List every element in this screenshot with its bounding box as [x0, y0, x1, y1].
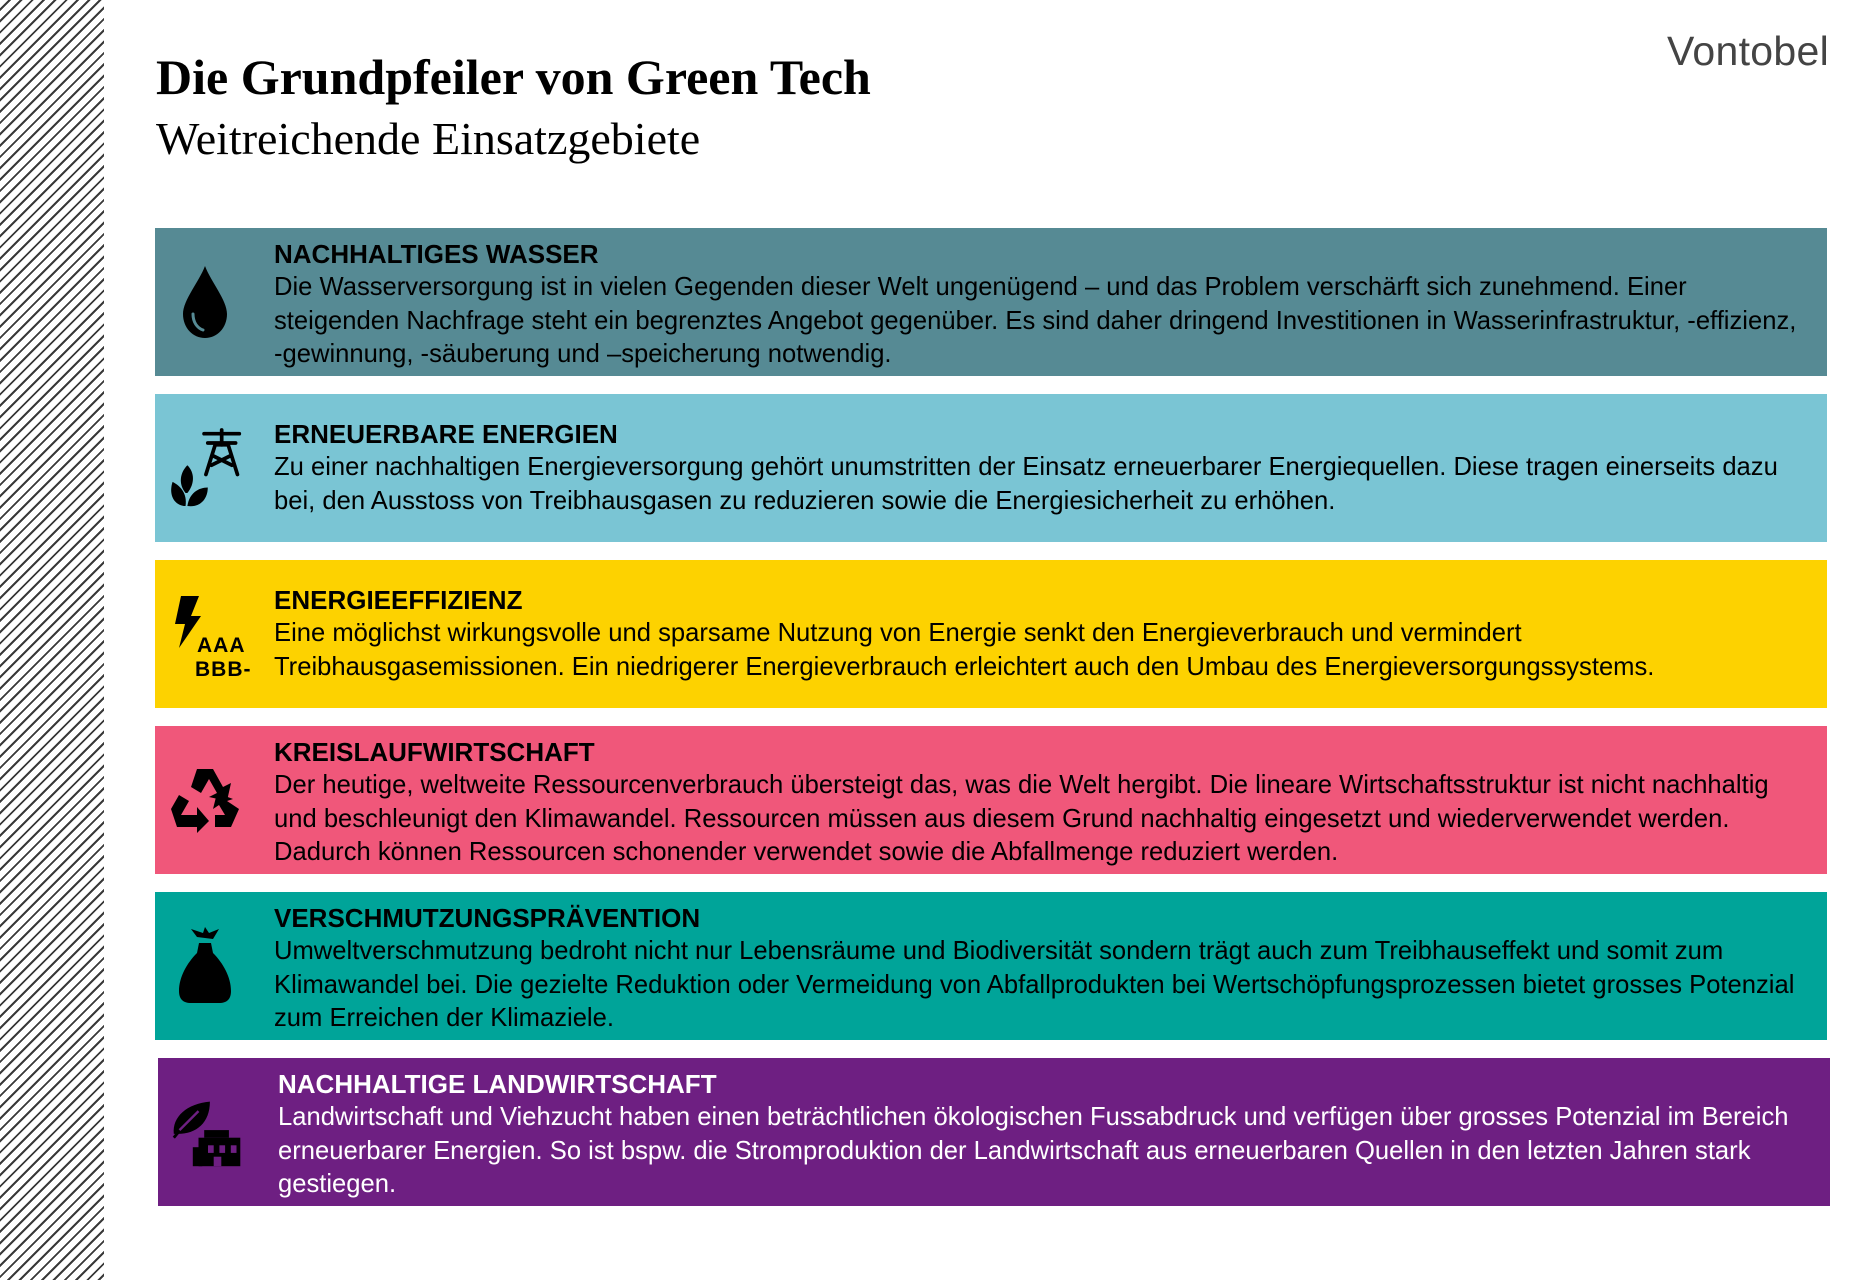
- section-nachhaltiges-wasser: [155, 228, 1827, 376]
- section-heading: NACHHALTIGE LANDWIRTSCHAFT: [278, 1069, 717, 1099]
- garbage-bag-icon: [167, 912, 243, 1020]
- section-verschmutzungspraevention: [155, 892, 1827, 1040]
- recycle-icon: [167, 746, 243, 854]
- water-drop-icon: [167, 248, 243, 356]
- leaf-farm-icon: [170, 1078, 246, 1186]
- section-heading: ERNEUERBARE ENERGIEN: [274, 419, 618, 449]
- section-energieeffizienz: [155, 560, 1827, 708]
- page-subtitle: Weitreichende Einsatzgebiete: [156, 113, 701, 164]
- section-body: Umweltverschmutzung bedroht nicht nur Lebensräume und Biodiversität sondern trägt auch zum Treibhauseffekt und somit zum Klimawandel bei. Die gezielte Reduktion oder Vermeidung von Abfallprodukten bei Wertschöpfungsprozessen bietet grosses Potenzial zum Erreichen der Klimaziele.: [274, 937, 1795, 1032]
- rating-aaa: AAA: [197, 634, 246, 657]
- energy-rating-icon: [167, 580, 252, 688]
- section-heading: VERSCHMUTZUNGSPRÄVENTION: [274, 903, 701, 933]
- page-title: Die Grundpfeiler von Green Tech: [156, 49, 871, 105]
- section-body: Die Wasserversorgung ist in vielen Gegenden dieser Welt ungenügend – und das Problem verschärft sich zunehmend. Einer steigenden Nachfrage steht ein begrenztes Angebot gegenüber. Es sind daher dringend Investitionen in Wasserinfrastruktur, -effizienz, -gewinnung, -säuberung und –speicherung notwendig.: [274, 273, 1797, 368]
- section-nachhaltige-landwirtschaft: [158, 1058, 1830, 1206]
- section-body: Landwirtschaft und Viehzucht haben einen beträchtlichen ökologischen Fussabdruck und verfügen über grosses Potenzial im Bereich erneuerbarer Energien. So ist bspw. die Stromproduktion der Landwirtschaft aus erneuerbaren Quellen in den letzten Jahren stark gestiegen.: [278, 1103, 1789, 1198]
- section-heading: NACHHALTIGES WASSER: [274, 239, 599, 269]
- section-heading: KREISLAUFWIRTSCHAFT: [274, 737, 595, 767]
- section-heading: ENERGIEEFFIZIENZ: [274, 585, 523, 615]
- section-body: Zu einer nachhaltigen Energieversorgung gehört unumstritten der Einsatz erneuerbarer Energiequellen. Diese tragen einerseits dazu bei, den Ausstoss von Treibhausgasen zu reduzieren sowie die Energiesicherheit zu erhöhen.: [274, 453, 1778, 515]
- hatched-margin: [0, 0, 104, 1280]
- vontobel-logo: Vontobel: [1667, 28, 1829, 74]
- section-body: Der heutige, weltweite Ressourcenverbrauch übersteigt das, was die Welt hergibt. Die lineare Wirtschaftsstruktur ist nicht nachhaltig und beschleunigt den Klimawandel. Ressourcen müssen aus diesem Grund nachhaltig eingesetzt und wiederverwendet werden. Dadurch können Ressourcen schonender verwendet sowie die Abfallmenge reduziert werden.: [274, 771, 1769, 866]
- section-erneuerbare-energien: [155, 394, 1827, 542]
- section-kreislaufwirtschaft: [155, 726, 1827, 874]
- rating-bbb: BBB-: [195, 658, 252, 681]
- power-tower-leaf-icon: [167, 414, 243, 522]
- section-body: Eine möglichst wirkungsvolle und sparsame Nutzung von Energie senkt den Energieverbrauch und vermindert Treibhausgasemissionen. Ein niedrigerer Energieverbrauch erleichtert auch den Umbau des Energieversorgungssystems.: [274, 619, 1655, 681]
